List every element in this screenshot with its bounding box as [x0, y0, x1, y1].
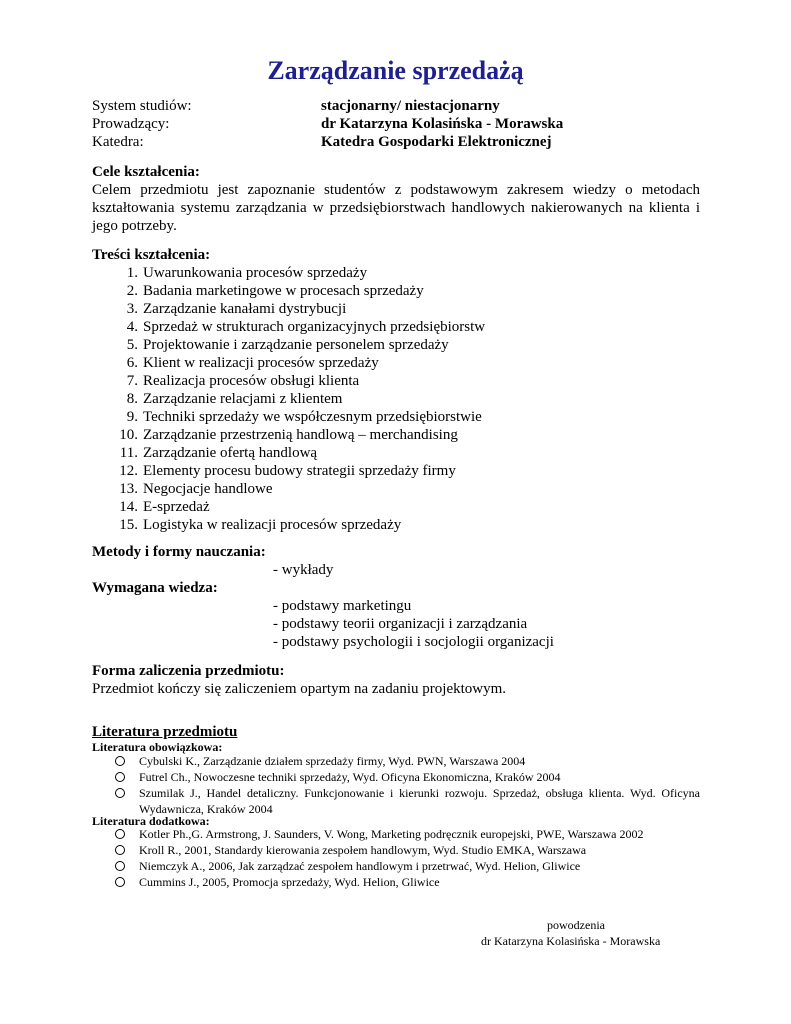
goals-text: Celem przedmiotu jest zapoznanie studentów z podstawowym zakresem wiedzy o metodach kształtowania systemu zarządzania w przedsiębiorstwach handlowych nakierowanych na klienta i jego potrzeby.: [92, 182, 700, 234]
literature-additional-item: Niemczyk A., 2006, Jak zarządzać zespołem handlowym i przetrwać, Wyd. Helion, Gliwice: [139, 859, 581, 873]
assessment-text: Przedmiot kończy się zaliczeniem opartym na zadaniu projektowym.: [92, 681, 507, 697]
department-value: Katedra Gospodarki Elektronicznej: [321, 134, 552, 150]
list-item: 9. Techniki sprzedaży we współczesnym przedsiębiorstwie: [126, 409, 482, 425]
list-item: 11. Zarządzanie ofertą handlową: [119, 445, 318, 461]
closing-greeting: powodzenia: [547, 918, 605, 932]
circle-bullet-icon: [115, 877, 125, 887]
list-item: 6. Klient w realizacji procesów sprzedaży: [126, 355, 379, 371]
literature-additional-item: Kotler Ph.,G. Armstrong, J. Saunders, V. Wong, Marketing podręcznik europejski, PWE, Warszawa 2002: [139, 827, 644, 841]
literature-title: Literatura przedmiotu: [92, 724, 238, 740]
circle-bullet-icon: [115, 756, 125, 766]
literature-required-item: Szumilak J., Handel detaliczny. Funkcjonowanie i kierunki rozwoju. Sprzedaż, obsługa klienta. Wyd. Oficyna Wydawnicza, Kraków 2004: [139, 786, 700, 816]
topics-list: [92, 264, 485, 534]
list-item: 15. Logistyka w realizacji procesów sprzedaży: [119, 517, 402, 533]
list-item: 4. Sprzedaż w strukturach organizacyjnych przedsiębiorstw: [126, 319, 486, 335]
requirements-heading: Wymagana wiedza:: [92, 580, 218, 596]
list-item: 14. E-sprzedaż: [119, 499, 210, 515]
list-item: 13. Negocjacje handlowe: [119, 481, 273, 497]
department-label: Katedra:: [92, 134, 144, 150]
literature-required-item: Futrel Ch., Nowoczesne techniki sprzedaży, Wyd. Oficyna Ekonomiczna, Kraków 2004: [139, 770, 561, 784]
requirements-item: - podstawy psychologii i socjologii organizacji: [273, 634, 554, 650]
list-item: 8. Zarządzanie relacjami z klientem: [126, 391, 343, 407]
page-title: Zarządzanie sprzedażą: [267, 56, 524, 85]
closing-signature: dr Katarzyna Kolasińska - Morawska: [481, 934, 661, 948]
literature-additional-item: Cummins J., 2005, Promocja sprzedaży, Wyd. Helion, Gliwice: [139, 875, 440, 889]
list-item: 5. Projektowanie i zarządzanie personelem sprzedaży: [126, 337, 449, 353]
literature-additional-label: Literatura dodatkowa:: [92, 814, 210, 828]
literature-additional-item: Kroll R., 2001, Standardy kierowania zespołem handlowym, Wyd. Studio EMKA, Warszawa: [139, 843, 587, 857]
system-value: stacjonarny/ niestacjonarny: [321, 98, 500, 114]
assessment-heading: Forma zaliczenia przedmiotu:: [92, 663, 285, 679]
literature-required-item: Cybulski K., Zarządzanie działem sprzedaży firmy, Wyd. PWN, Warszawa 2004: [139, 754, 526, 768]
list-item: 2. Badania marketingowe w procesach sprzedaży: [126, 283, 424, 299]
content-heading: Treści kształcenia:: [92, 247, 211, 263]
circle-bullet-icon: [115, 772, 125, 782]
list-item: 1. Uwarunkowania procesów sprzedaży: [126, 265, 368, 281]
system-label: System studiów:: [92, 98, 192, 114]
literature-required-label: Literatura obowiązkowa:: [92, 740, 223, 754]
list-item: 7. Realizacja procesów obsługi klienta: [126, 373, 360, 389]
lecturer-value: dr Katarzyna Kolasińska - Morawska: [321, 116, 564, 132]
circle-bullet-icon: [115, 788, 125, 798]
lecturer-label: Prowadzący:: [92, 116, 170, 132]
goals-heading: Cele kształcenia:: [92, 164, 200, 180]
list-item: 10. Zarządzanie przestrzenią handlową – merchandising: [119, 427, 458, 443]
methods-item: - wykłady: [273, 562, 334, 578]
list-item: 12. Elementy procesu budowy strategii sprzedaży firmy: [119, 463, 456, 479]
methods-heading: Metody i formy nauczania:: [92, 544, 266, 560]
circle-bullet-icon: [115, 861, 125, 871]
circle-bullet-icon: [115, 845, 125, 855]
list-item: 3. Zarządzanie kanałami dystrybucji: [126, 301, 347, 317]
requirements-item: - podstawy teorii organizacji i zarządzania: [273, 616, 528, 632]
circle-bullet-icon: [115, 829, 125, 839]
requirements-item: - podstawy marketingu: [273, 598, 412, 614]
